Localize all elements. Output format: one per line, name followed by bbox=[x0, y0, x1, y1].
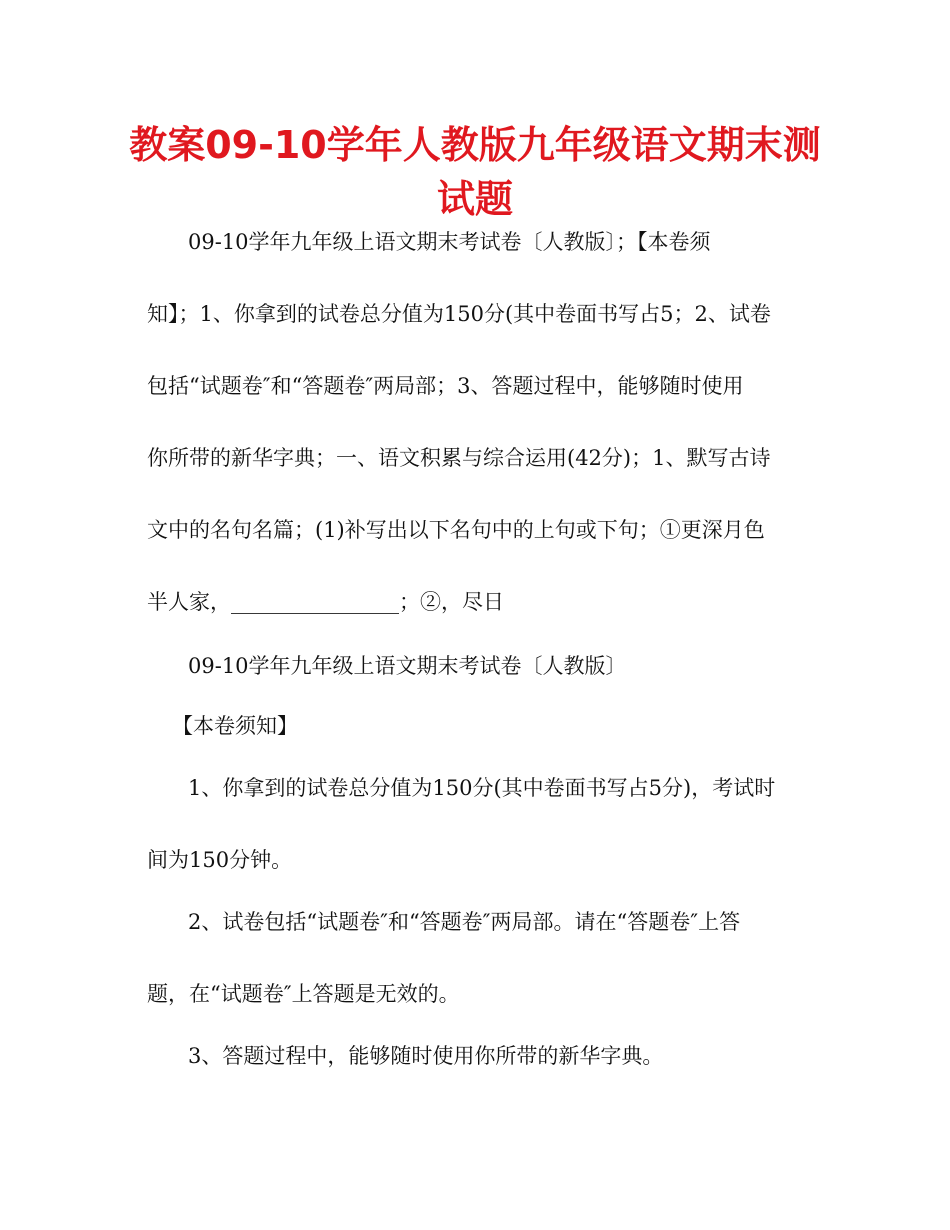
document-title: 教案09-10学年人教版九年级语文期末测试题 bbox=[129, 123, 821, 221]
rule-3-line-1: 3、答题过程中，能够随时使用你所带的新华字典。 bbox=[188, 1044, 664, 1068]
rule-1-line-1: 1、你拿到的试卷总分值为150分(其中卷面书写占5分)，考试时 bbox=[188, 776, 776, 800]
summary-line-2: 知】；1、你拿到的试卷总分值为150分(其中卷面书写占5；2、试卷 bbox=[147, 302, 771, 326]
rule-1-line-2: 间为150分钟。 bbox=[147, 848, 293, 872]
notice-heading: 【本卷须知】 bbox=[172, 714, 298, 738]
summary-line-4: 你所带的新华字典；一、语文积累与综合运用(42分)；1、默写古诗 bbox=[147, 446, 771, 470]
summary-line-1: 09-10学年九年级上语文期末考试卷〔人教版〕；【本卷须 bbox=[188, 230, 711, 254]
rule-2-line-1: 2、试卷包括“试题卷″和“答题卷″两局部。请在“答题卷″上答 bbox=[188, 910, 741, 934]
summary-line-5: 文中的名句名篇；(1)补写出以下名句中的上句或下句；①更深月色 bbox=[147, 518, 765, 542]
summary-line-3: 包括“试题卷″和“答题卷″两局部；3、答题过程中，能够随时使用 bbox=[147, 374, 744, 398]
rule-2-line-2: 题，在“试题卷″上答题是无效的。 bbox=[147, 982, 460, 1006]
summary-line-6: 半人家，________________；②，尽日 bbox=[147, 590, 504, 614]
exam-heading: 09-10学年九年级上语文期末考试卷〔人教版〕 bbox=[188, 654, 627, 678]
